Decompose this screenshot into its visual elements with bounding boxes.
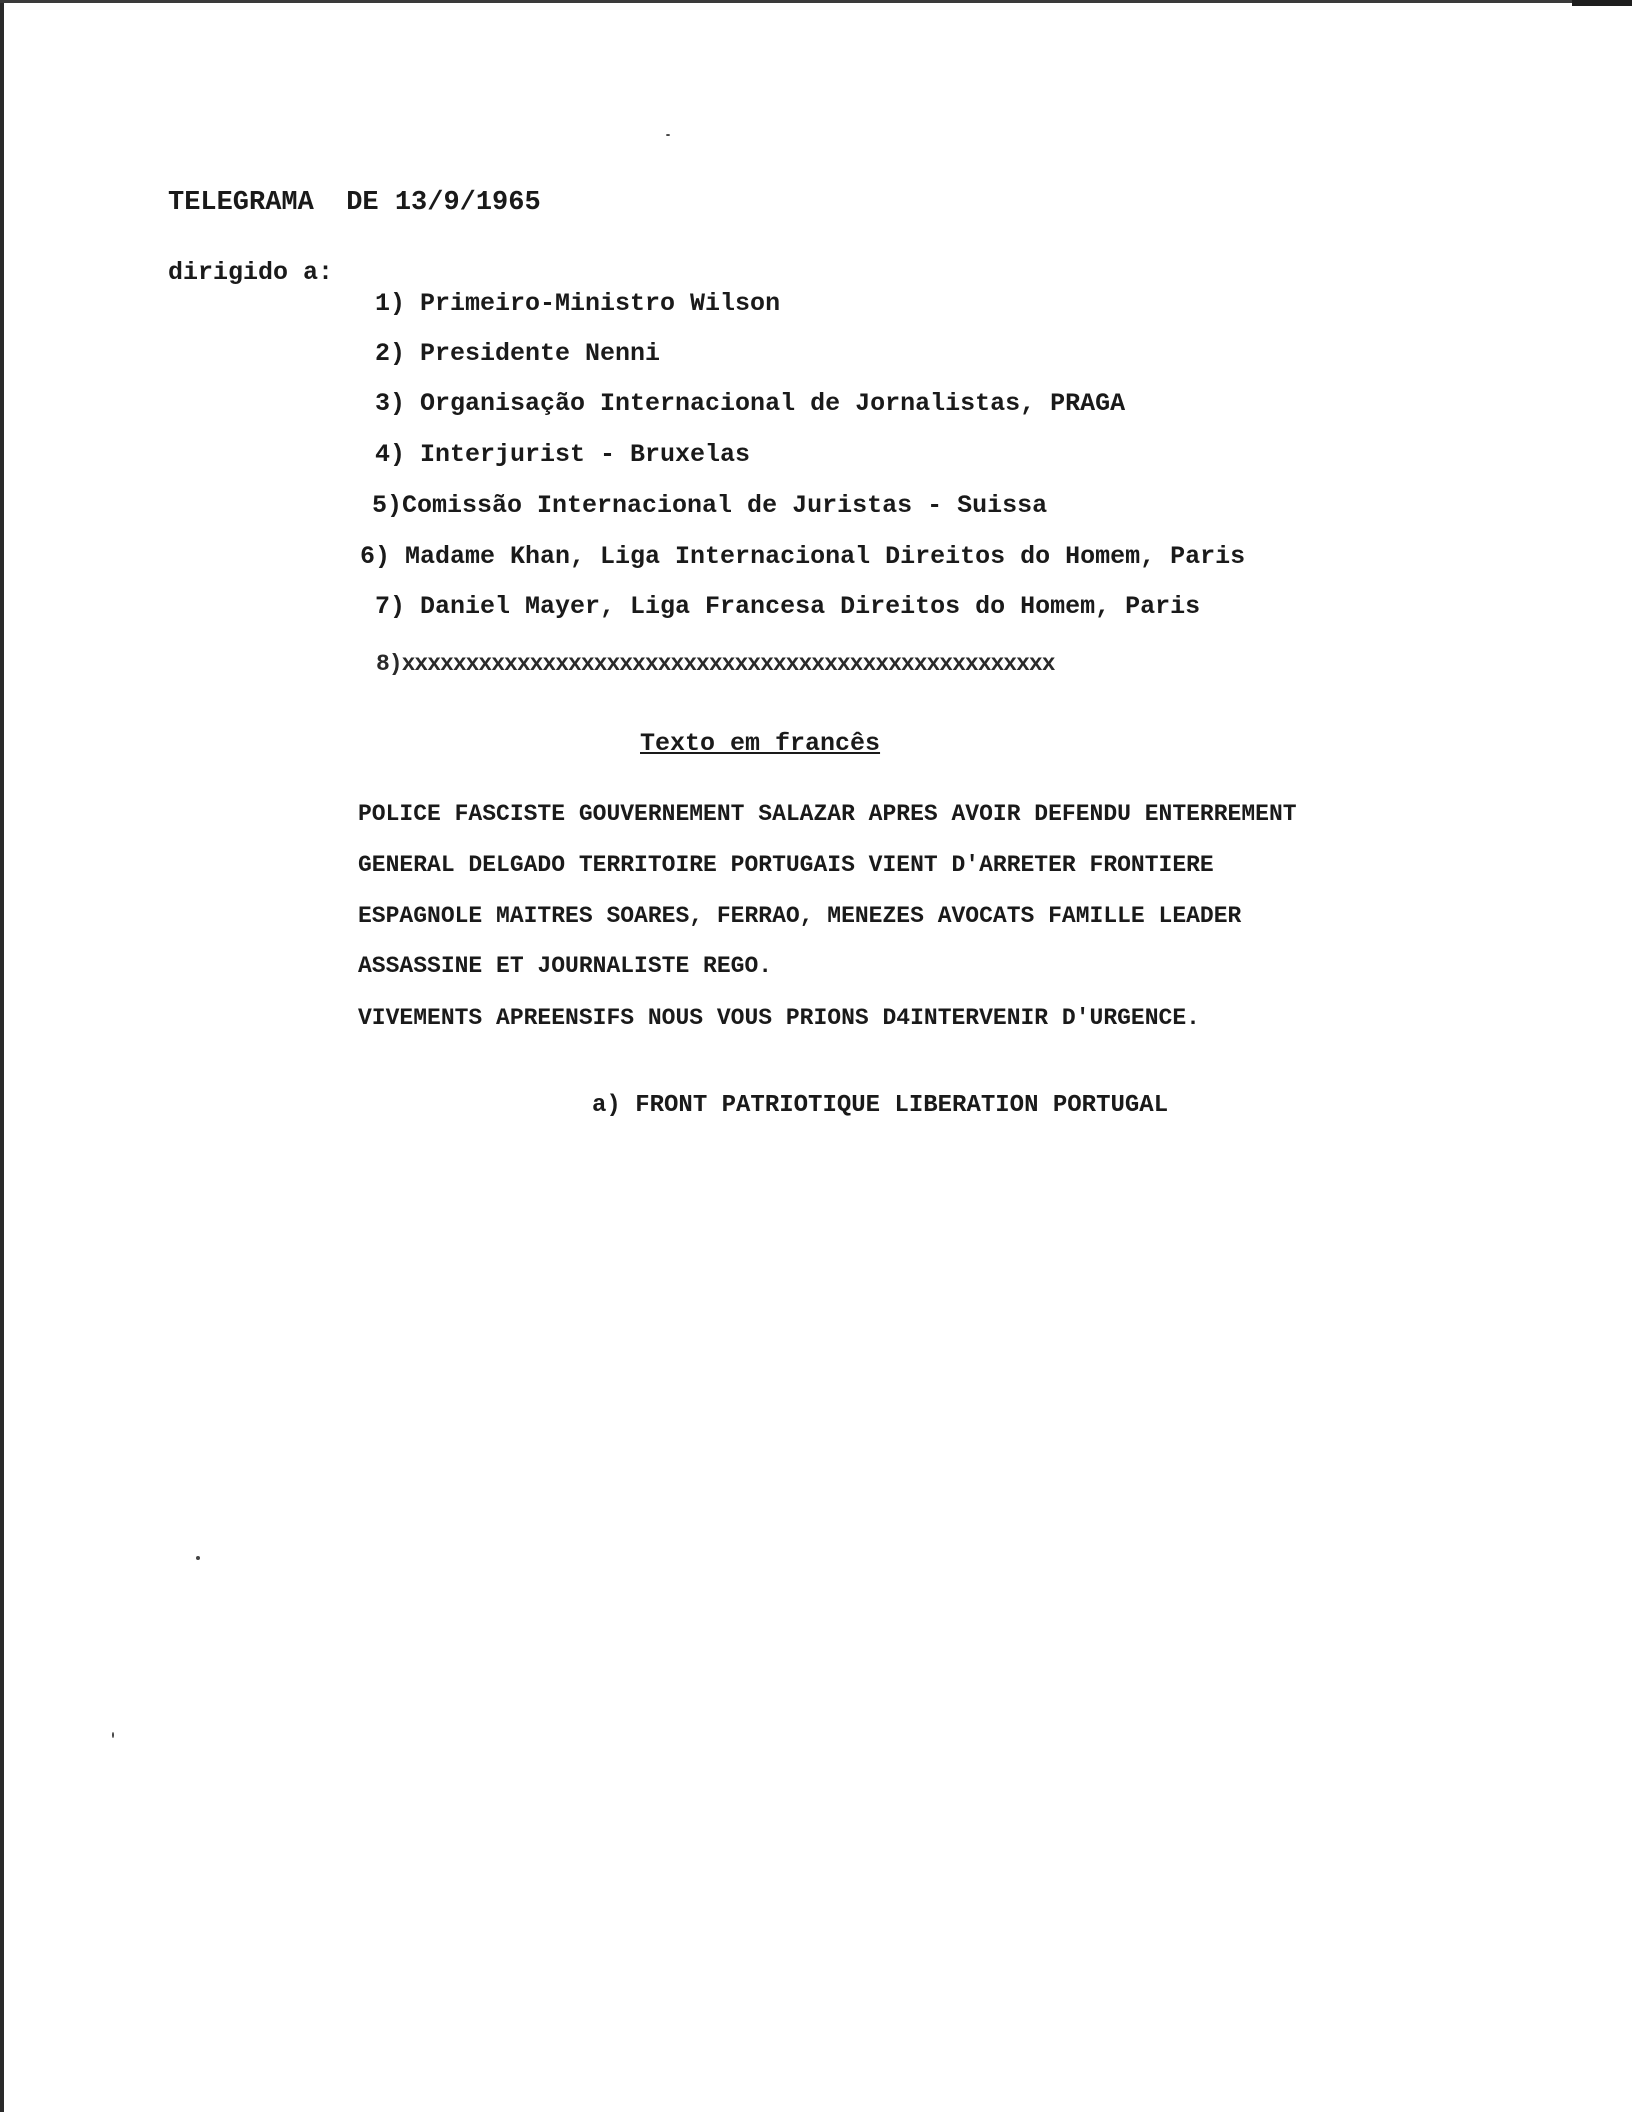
scan-edge-top-right (1572, 0, 1632, 6)
recipient-item: 7) Daniel Mayer, Liga Francesa Direitos do Homem, Paris (375, 592, 1201, 621)
recipient-item: 3) Organisação Internacional de Jornalistas, PRAGA (375, 389, 1126, 418)
body-line: ASSASSINE ET JOURNALISTE REGO. (358, 953, 773, 979)
body-line: GENERAL DELGADO TERRITOIRE PORTUGAIS VIENT D'ARRETER FRONTIERE (358, 852, 1214, 878)
body-line: ESPAGNOLE MAITRES SOARES, FERRAO, MENEZES AVOCATS FAMILLE LEADER (358, 903, 1242, 929)
addressed-to-label: dirigido a: (168, 258, 334, 287)
scan-speck (666, 134, 670, 136)
recipient-item: 6) Madame Khan, Liga Internacional Direitos do Homem, Paris (360, 542, 1246, 571)
telegram-heading: TELEGRAMA DE 13/9/1965 (168, 188, 541, 218)
scan-edge-top (0, 0, 1632, 3)
section-title: Texto em francês (640, 729, 881, 758)
body-line: VIVEMENTS APREENSIFS NOUS VOUS PRIONS D4INTERVENIR D'URGENCE. (358, 1005, 1200, 1031)
recipient-item: 1) Primeiro-Ministro Wilson (375, 289, 781, 318)
recipient-item: 4) Interjurist - Bruxelas (375, 440, 751, 469)
body-line: POLICE FASCISTE GOUVERNEMENT SALAZAR APRES AVOIR DEFENDU ENTERREMENT (358, 801, 1297, 827)
scan-speck (196, 1556, 200, 1560)
scan-speck (112, 1732, 114, 1738)
recipient-item: 2) Presidente Nenni (375, 339, 661, 368)
struck-out-line: 8)xxxxxxxxxxxxxxxxxxxxxxxxxxxxxxxxxxxxxxxxxxxxxxxxxxx (376, 651, 1055, 677)
signature-line: a) FRONT PATRIOTIQUE LIBERATION PORTUGAL (592, 1092, 1169, 1119)
recipient-item: 5)Comissão Internacional de Juristas - Suissa (372, 491, 1048, 520)
scan-edge-left (0, 0, 4, 2112)
